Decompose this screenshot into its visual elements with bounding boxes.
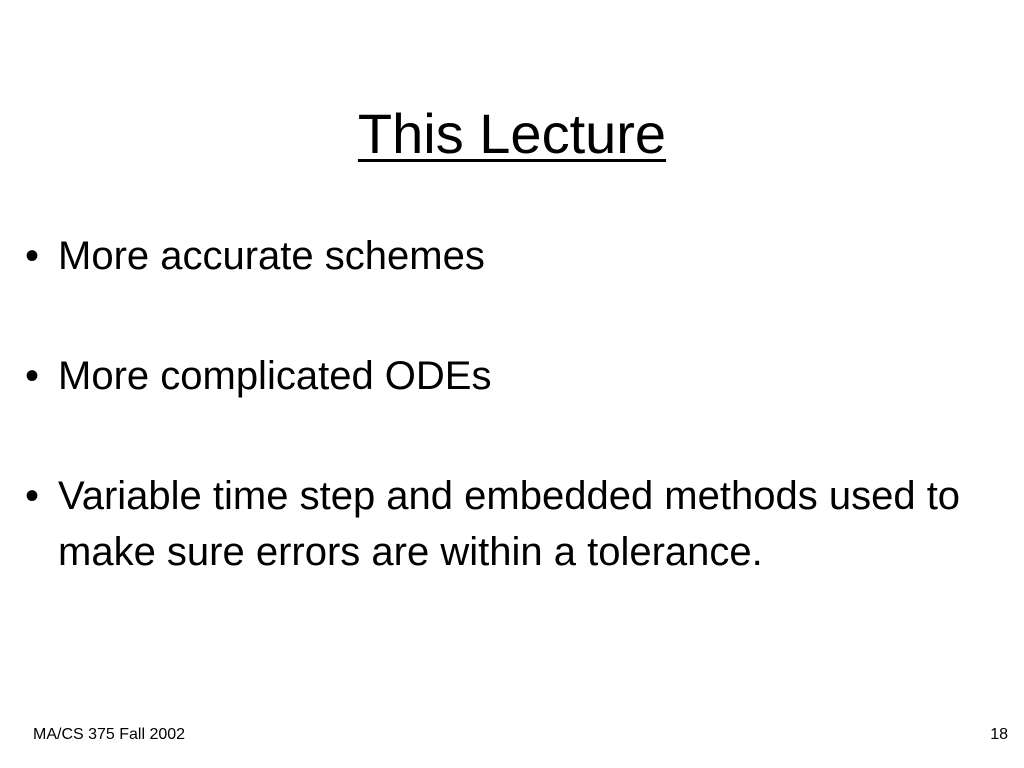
footer-page-number: 18 — [990, 726, 1008, 743]
bullet-list — [25, 228, 965, 580]
footer-course: MA/CS 375 Fall 2002 — [33, 726, 186, 743]
bullet-item — [25, 228, 965, 284]
bullet-icon: • — [25, 354, 40, 398]
bullet-icon: • — [25, 474, 40, 518]
bullet-text: Variable time step and embedded methods used to make sure errors are within a tolerance. — [58, 474, 961, 574]
bullet-text: More accurate schemes — [58, 234, 485, 278]
bullet-item — [25, 468, 965, 580]
bullet-text: More complicated ODEs — [58, 354, 492, 398]
bullet-item — [25, 348, 965, 404]
slide-title: This Lecture — [357, 102, 667, 165]
bullet-icon: • — [25, 234, 40, 278]
